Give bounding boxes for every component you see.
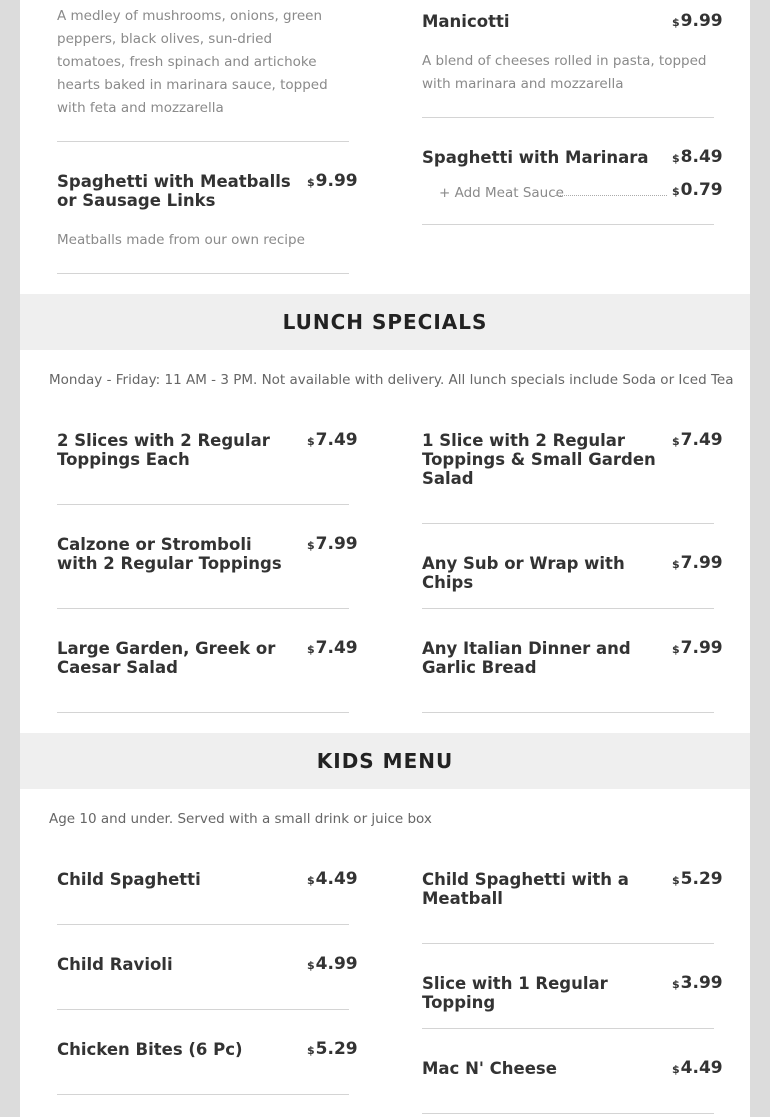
item-divider (422, 1028, 714, 1029)
lunch-item-name: Calzone or Stromboli with 2 Regular Toppings (57, 535, 282, 573)
lunch-specials-header (20, 294, 750, 350)
kids-item-name: Chicken Bites (6 Pc) (57, 1040, 243, 1059)
dot-leader (555, 195, 667, 196)
kids-menu-note: Age 10 and under. Served with a small drink or juice box (49, 811, 432, 827)
item-divider (422, 943, 714, 944)
lunch-item-name: Large Garden, Greek or Caesar Salad (57, 639, 276, 677)
kids-item-name: Child Spaghetti with a Meatball (422, 870, 629, 908)
kids-item-name: Child Spaghetti (57, 870, 201, 889)
kids-item-price: $4.49 (307, 869, 358, 889)
kids-item-name: Child Ravioli (57, 955, 173, 974)
item-divider (422, 224, 714, 225)
meatballs-item-price: $9.99 (307, 171, 358, 191)
lunch-item-name: 2 Slices with 2 Regular Toppings Each (57, 431, 270, 469)
kids-item-name: Slice with 1 Regular Topping (422, 974, 608, 1012)
lunch-item-price: $7.99 (307, 534, 358, 554)
lunch-item-price: $7.99 (672, 638, 723, 658)
kids-item-price: $5.29 (307, 1039, 358, 1059)
item-divider (57, 504, 349, 505)
kids-item-price: $3.99 (672, 973, 723, 993)
item-divider (57, 1094, 349, 1095)
meatballs-item-name: Spaghetti with Meatballs or Sausage Links (57, 172, 291, 210)
kids-menu-header (20, 733, 750, 789)
kids-menu-title: KIDS MENU (316, 749, 454, 773)
item-divider (57, 273, 349, 274)
kids-item-price: $4.49 (672, 1058, 723, 1078)
item-divider (57, 712, 349, 713)
meatballs-item-description: Meatballs made from our own recipe (57, 232, 305, 248)
lunch-specials-title: LUNCH SPECIALS (282, 310, 488, 334)
manicotti-item-price: $9.99 (672, 11, 723, 31)
kids-item-price: $5.29 (672, 869, 723, 889)
lunch-specials-note: Monday - Friday: 11 AM - 3 PM. Not available with delivery. All lunch specials include Soda or Iced Tea (49, 372, 734, 388)
lunch-item-price: $7.49 (307, 638, 358, 658)
kids-item-price: $4.99 (307, 954, 358, 974)
kids-item-name: Mac N' Cheese (422, 1059, 557, 1078)
item-divider (57, 608, 349, 609)
item-divider (422, 608, 714, 609)
add-meat-sauce-label: + Add Meat Sauce (439, 185, 564, 201)
lunch-item-name: 1 Slice with 2 Regular Toppings & Small Garden Salad (422, 431, 656, 488)
add-meat-sauce-price: $0.79 (672, 180, 723, 200)
marinara-item-name: Spaghetti with Marinara (422, 148, 649, 167)
item-divider (57, 141, 349, 142)
manicotti-item-name: Manicotti (422, 12, 510, 31)
marinara-item-price: $8.49 (672, 147, 723, 167)
veggie-pasta-description: A medley of mushrooms, onions, green peppers, black olives, sun-dried tomatoes, fresh spinach and artichoke hearts baked in marinara sauce, topped with feta and mozzarella (57, 8, 328, 116)
lunch-item-name: Any Sub or Wrap with Chips (422, 554, 625, 592)
menu-page (20, 0, 750, 1117)
lunch-item-name: Any Italian Dinner and Garlic Bread (422, 639, 631, 677)
lunch-item-price: $7.49 (307, 430, 358, 450)
item-divider (422, 523, 714, 524)
item-divider (57, 1009, 349, 1010)
item-divider (57, 924, 349, 925)
item-divider (422, 712, 714, 713)
item-divider (422, 1113, 714, 1114)
manicotti-item-description: A blend of cheeses rolled in pasta, topped with marinara and mozzarella (422, 53, 707, 92)
lunch-item-price: $7.99 (672, 553, 723, 573)
lunch-item-price: $7.49 (672, 430, 723, 450)
item-divider (422, 117, 714, 118)
